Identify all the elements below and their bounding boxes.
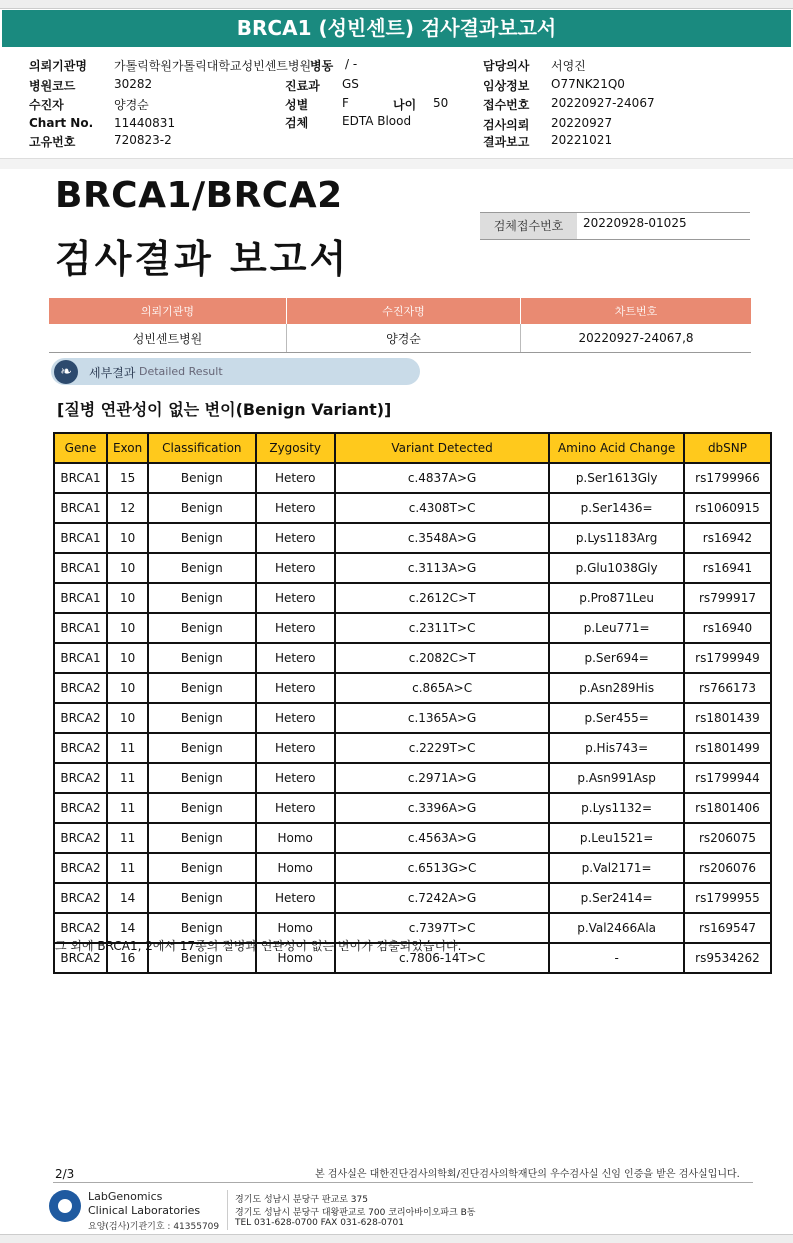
top-strip xyxy=(0,0,793,9)
table-row xyxy=(54,583,771,613)
variant-cell: c.1365A>G xyxy=(335,703,549,733)
variant-cell: Hetero xyxy=(256,553,335,583)
variant-cell: c.7397T>C xyxy=(335,913,549,943)
variant-cell: rs16942 xyxy=(684,523,771,553)
variant-cell: rs206075 xyxy=(684,823,771,853)
specimen-number-value: 20220928-01025 xyxy=(583,216,687,230)
variant-cell: 10 xyxy=(107,643,148,673)
variant-cell: p.Pro871Leu xyxy=(549,583,684,613)
variant-cell: c.7242A>G xyxy=(335,883,549,913)
table-row xyxy=(54,883,771,913)
variant-cell: p.His743= xyxy=(549,733,684,763)
info-value: 20220927-24067,8 xyxy=(521,324,752,353)
specimen-number-label: 검체접수번호 xyxy=(480,213,577,239)
variant-cell: p.Ser455= xyxy=(549,703,684,733)
variant-cell: Benign xyxy=(148,583,255,613)
variant-cell: 10 xyxy=(107,553,148,583)
variant-cell: 10 xyxy=(107,583,148,613)
table-row xyxy=(54,553,771,583)
variant-cell: BRCA1 xyxy=(54,643,107,673)
info-value: 성빈센트병원 xyxy=(49,324,287,353)
variant-cell: BRCA1 xyxy=(54,463,107,493)
variant-cell: rs1801499 xyxy=(684,733,771,763)
variant-cell: BRCA1 xyxy=(54,613,107,643)
variant-cell: Benign xyxy=(148,613,255,643)
variant-cell: Benign xyxy=(148,883,255,913)
info-header: 의뢰기관명 xyxy=(49,298,287,324)
variant-cell: Hetero xyxy=(256,763,335,793)
lab-name-line1: LabGenomics xyxy=(88,1190,163,1203)
variant-cell: BRCA2 xyxy=(54,763,107,793)
variant-table xyxy=(53,432,772,974)
variant-cell: rs1799944 xyxy=(684,763,771,793)
variant-cell: Hetero xyxy=(256,583,335,613)
footer-vertical-divider xyxy=(227,1190,228,1230)
variant-cell: c.2082C>T xyxy=(335,643,549,673)
table-row xyxy=(54,673,771,703)
variant-cell: 14 xyxy=(107,913,148,943)
contact-line: TEL 031-628-0700 FAX 031-628-0701 xyxy=(235,1218,404,1228)
variant-cell: BRCA1 xyxy=(54,553,107,583)
variant-cell: Hetero xyxy=(256,673,335,703)
section-title: [질병 연관성이 없는 변이(Benign Variant)] xyxy=(57,400,392,419)
variant-cell: Benign xyxy=(148,793,255,823)
variant-cell: p.Asn991Asp xyxy=(549,763,684,793)
table-row xyxy=(54,823,771,853)
info-header: 수진자명 xyxy=(287,298,521,324)
table-row xyxy=(54,703,771,733)
variant-cell: Benign xyxy=(148,733,255,763)
detail-label-ko: 세부결과 xyxy=(89,366,136,380)
variant-cell: Hetero xyxy=(256,493,335,523)
variant-cell: BRCA2 xyxy=(54,733,107,763)
table-row xyxy=(54,463,771,493)
variant-cell: rs1801439 xyxy=(684,703,771,733)
lab-name-line2: Clinical Laboratories xyxy=(88,1204,201,1217)
variant-header-cell: Zygosity xyxy=(256,433,335,463)
variant-cell: c.2229T>C xyxy=(335,733,549,763)
variant-header-cell: Gene xyxy=(54,433,107,463)
variant-cell: BRCA2 xyxy=(54,883,107,913)
variant-cell: c.4563A>G xyxy=(335,823,549,853)
variant-header-cell: Exon xyxy=(107,433,148,463)
request-info-table xyxy=(49,298,751,353)
variant-cell: Hetero xyxy=(256,463,335,493)
variant-cell: Homo xyxy=(256,823,335,853)
variant-cell: p.Ser694= xyxy=(549,643,684,673)
table-row xyxy=(54,733,771,763)
variant-header-cell: Variant Detected xyxy=(335,433,549,463)
variant-cell: p.Asn289His xyxy=(549,673,684,703)
variant-header-cell: Classification xyxy=(148,433,255,463)
ribbon-icon: ❧ xyxy=(54,360,78,384)
variant-cell: rs799917 xyxy=(684,583,771,613)
variant-cell: rs1799955 xyxy=(684,883,771,913)
variant-cell: 10 xyxy=(107,523,148,553)
variant-cell: c.3548A>G xyxy=(335,523,549,553)
variant-cell: c.3396A>G xyxy=(335,793,549,823)
variant-cell: p.Leu771= xyxy=(549,613,684,643)
table-row xyxy=(54,523,771,553)
variant-cell: p.Glu1038Gly xyxy=(549,553,684,583)
variant-cell: p.Lys1183Arg xyxy=(549,523,684,553)
variant-cell: c.6513G>C xyxy=(335,853,549,883)
info-value: 양경순 xyxy=(287,324,521,353)
report-heading-line1: BRCA1/BRCA2 xyxy=(55,175,343,216)
variant-cell: BRCA1 xyxy=(54,583,107,613)
variant-cell: BRCA2 xyxy=(54,853,107,883)
variant-cell: c.4308T>C xyxy=(335,493,549,523)
summary-note: 그 외에 BRCA1, 2에서 17종의 질병과 연관성이 없는 변이가 검출되었습니다. xyxy=(55,939,462,953)
variant-cell: rs206076 xyxy=(684,853,771,883)
variant-cell: c.4837A>G xyxy=(335,463,549,493)
variant-cell: Benign xyxy=(148,913,255,943)
table-row xyxy=(54,763,771,793)
variant-cell: c.7806-14T>C xyxy=(335,943,549,973)
variant-cell: c.2971A>G xyxy=(335,763,549,793)
variant-cell: p.Ser1613Gly xyxy=(549,463,684,493)
variant-cell: Benign xyxy=(148,493,255,523)
variant-cell: Benign xyxy=(148,643,255,673)
variant-cell: Hetero xyxy=(256,703,335,733)
report-heading-line2: 검사결과 보고서 xyxy=(55,237,350,281)
variant-cell: p.Ser2414= xyxy=(549,883,684,913)
variant-cell: rs1799966 xyxy=(684,463,771,493)
variant-cell: p.Leu1521= xyxy=(549,823,684,853)
variant-cell: Benign xyxy=(148,823,255,853)
variant-cell: - xyxy=(549,943,684,973)
variant-cell: BRCA2 xyxy=(54,823,107,853)
variant-cell: BRCA2 xyxy=(54,943,107,973)
variant-cell: rs1799949 xyxy=(684,643,771,673)
variant-cell: Hetero xyxy=(256,883,335,913)
variant-cell: rs1060915 xyxy=(684,493,771,523)
table-row xyxy=(54,493,771,523)
variant-cell: rs169547 xyxy=(684,913,771,943)
variant-cell: Hetero xyxy=(256,613,335,643)
variant-cell: Benign xyxy=(148,763,255,793)
info-header: 차트번호 xyxy=(521,298,752,324)
variant-cell: rs16941 xyxy=(684,553,771,583)
table-row xyxy=(54,613,771,643)
page-number: 2/3 xyxy=(55,1167,75,1181)
table-row xyxy=(54,793,771,823)
variant-cell: 16 xyxy=(107,943,148,973)
variant-cell: 10 xyxy=(107,703,148,733)
page-separator xyxy=(0,158,793,169)
variant-cell: 15 xyxy=(107,463,148,493)
variant-cell: 11 xyxy=(107,853,148,883)
certification-text: 본 검사실은 대한진단검사의학회/진단검사의학재단의 우수검사실 신임 인증을 받은 검사실입니다. xyxy=(315,1169,740,1180)
variant-cell: Hetero xyxy=(256,733,335,763)
report-title-bar: BRCA1 (성빈센트) 검사결과보고서 xyxy=(2,10,791,47)
lab-code: 요양(검사)기관기호 : 41355709 xyxy=(88,1222,220,1232)
variant-cell: Hetero xyxy=(256,523,335,553)
labgenomics-logo-icon xyxy=(49,1190,81,1222)
address-line2: 경기도 성남시 분당구 대왕판교로 700 코리아바이오파크 B동 xyxy=(235,1208,476,1218)
variant-cell: BRCA2 xyxy=(54,673,107,703)
address-line1: 경기도 성남시 분당구 판교로 375 xyxy=(235,1195,368,1205)
variant-cell: 11 xyxy=(107,763,148,793)
variant-cell: Homo xyxy=(256,853,335,883)
variant-cell: rs1801406 xyxy=(684,793,771,823)
variant-cell: 11 xyxy=(107,793,148,823)
variant-header-cell: dbSNP xyxy=(684,433,771,463)
variant-cell: rs766173 xyxy=(684,673,771,703)
variant-cell: Homo xyxy=(256,913,335,943)
variant-cell: p.Ser1436= xyxy=(549,493,684,523)
variant-cell: BRCA2 xyxy=(54,793,107,823)
variant-cell: BRCA1 xyxy=(54,493,107,523)
variant-cell: Benign xyxy=(148,853,255,883)
variant-cell: c.865A>C xyxy=(335,673,549,703)
variant-cell: 11 xyxy=(107,823,148,853)
detailed-result-banner xyxy=(51,358,420,385)
variant-cell: Benign xyxy=(148,463,255,493)
specimen-number-box xyxy=(480,212,750,240)
variant-cell: BRCA1 xyxy=(54,523,107,553)
variant-cell: p.Val2171= xyxy=(549,853,684,883)
variant-cell: 10 xyxy=(107,673,148,703)
variant-cell: Benign xyxy=(148,553,255,583)
variant-cell: Benign xyxy=(148,523,255,553)
variant-cell: BRCA2 xyxy=(54,703,107,733)
variant-cell: Benign xyxy=(148,943,255,973)
variant-cell: c.2612C>T xyxy=(335,583,549,613)
variant-cell: rs16940 xyxy=(684,613,771,643)
variant-cell: Benign xyxy=(148,673,255,703)
variant-cell: Benign xyxy=(148,703,255,733)
table-row xyxy=(54,643,771,673)
footer-divider xyxy=(53,1182,753,1183)
variant-cell: p.Lys1132= xyxy=(549,793,684,823)
variant-cell: 14 xyxy=(107,883,148,913)
variant-cell: 12 xyxy=(107,493,148,523)
variant-cell: c.3113A>G xyxy=(335,553,549,583)
variant-cell: 11 xyxy=(107,733,148,763)
variant-cell: rs9534262 xyxy=(684,943,771,973)
variant-cell: Hetero xyxy=(256,793,335,823)
table-row xyxy=(54,853,771,883)
variant-cell: 10 xyxy=(107,613,148,643)
variant-cell: Homo xyxy=(256,943,335,973)
variant-cell: c.2311T>C xyxy=(335,613,549,643)
detail-label-en: Detailed Result xyxy=(139,365,223,378)
variant-cell: p.Val2466Ala xyxy=(549,913,684,943)
variant-cell: BRCA2 xyxy=(54,913,107,943)
variant-header-cell: Amino Acid Change xyxy=(549,433,684,463)
variant-cell: Hetero xyxy=(256,643,335,673)
